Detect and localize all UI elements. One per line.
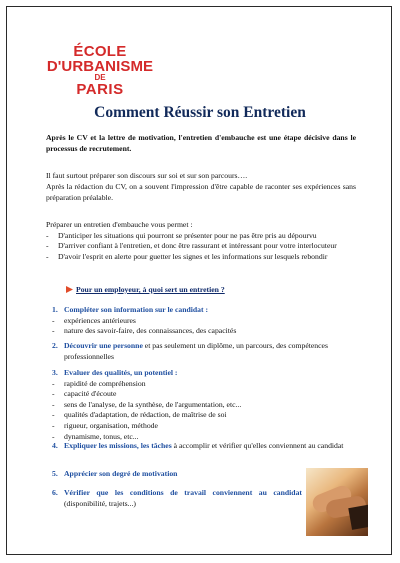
section-heading: Découvrir une personne	[64, 341, 143, 350]
list-item-text: dynamisme, tonus, etc...	[64, 431, 139, 441]
list-item: - rapidité de compréhension	[52, 379, 356, 390]
section-text: (disponibilité, trajets...)	[64, 498, 136, 508]
list-item: - rigueur, organisation, méthode	[52, 421, 356, 432]
section-number: 1.	[52, 305, 58, 314]
question-heading	[66, 285, 225, 294]
section-text: à accomplir et vérifier qu'elles conviennent au candidat	[171, 441, 344, 450]
list-item: - capacité d'écoute	[52, 389, 356, 400]
section-number: 3.	[52, 368, 58, 377]
section-number: 5.	[52, 469, 58, 478]
arrow-bullet-icon	[66, 286, 73, 293]
list-item: - sens de l'analyse, de la synthèse, de l'argumentation, etc...	[52, 400, 356, 411]
section-number: 6.	[52, 488, 58, 497]
section-6	[52, 488, 302, 509]
list-item-text: expériences antérieures	[64, 315, 136, 325]
paragraph-1: Il faut surtout préparer son discours sur soi et sur son parcours….	[46, 171, 248, 180]
prep-intro: Préparer un entretien d'embauche vous permet :	[46, 220, 193, 229]
prep-section	[46, 220, 356, 262]
handshake-photo	[306, 468, 368, 536]
paragraph-2: Après la rédaction du CV, on a souvent l'impression d'être capable de raconter ses expériences sans préparation préalable.	[46, 182, 356, 202]
question-text: Pour un employeur, à quoi sert un entretien ?	[76, 285, 225, 294]
list-item: - D'avoir l'esprit en alerte pour guetter les signes et les informations sur lesquels rebondir	[46, 252, 356, 263]
section-heading: Evaluer des qualités, un potentiel :	[64, 368, 178, 377]
section-heading: Compléter son information sur le candidat :	[64, 305, 209, 314]
section-2	[52, 341, 356, 362]
section-1	[52, 305, 356, 337]
logo-line-1: ÉCOLE	[73, 43, 127, 60]
list-item-text: D'arriver confiant à l'entretien, et donc être rassurant et intéressant pour votre interlocuteur	[58, 241, 337, 251]
logo-line-2: D'URBANISME	[46, 58, 154, 75]
section-heading: Vérifier que les conditions de travail conviennent au candidat	[64, 488, 302, 497]
section-3	[52, 368, 356, 442]
logo-line-3: DE	[94, 73, 106, 82]
list-item-text: rapidité de compréhension	[64, 378, 146, 388]
list-item-text: qualités d'adaptation, de rédaction, de maîtrise de soi	[64, 410, 227, 420]
section-text: et pas seulement un diplôme, un parcours, des compétences professionnelles	[64, 341, 328, 361]
list-item: - expériences antérieures	[52, 316, 356, 327]
list-item-text: sens de l'analyse, de la synthèse, de l'argumentation, etc...	[64, 399, 242, 409]
intro-paragraph: Après le CV et la lettre de motivation, l'entretien d'embauche est une étape décisive dans le processus de recrutement.	[46, 133, 356, 153]
section-heading: Apprécier son degré de motivation	[64, 469, 178, 478]
section-number: 4.	[52, 441, 58, 450]
section-heading: Expliquer les missions, les tâches	[64, 441, 172, 450]
logo-line-4: PARIS	[76, 81, 124, 98]
section-4	[52, 441, 356, 452]
list-item-text: nature des savoir-faire, des connaissances, des capacités	[64, 326, 237, 336]
school-logo	[45, 44, 155, 97]
list-item-text: D'avoir l'esprit en alerte pour guetter les signes et les informations sur lesquels rebondir	[58, 251, 328, 261]
list-item: - D'arriver confiant à l'entretien, et donc être rassurant et intéressant pour votre interlocuteur	[46, 241, 356, 252]
list-item: - qualités d'adaptation, de rédaction, de maîtrise de soi	[52, 410, 356, 421]
list-item: - nature des savoir-faire, des connaissances, des capacités	[52, 326, 356, 337]
section-number: 2.	[52, 341, 58, 350]
page-title: Comment Réussir son Entretien	[94, 104, 306, 121]
list-item-text: capacité d'écoute	[64, 389, 117, 399]
list-item: - dynamisme, tonus, etc...	[52, 432, 356, 443]
list-item-text: D'anticiper les situations qui pourront se présenter pour ne pas être pris au dépourvu	[58, 230, 317, 240]
list-item: - D'anticiper les situations qui pourront se présenter pour ne pas être pris au dépourvu	[46, 231, 356, 242]
list-item-text: rigueur, organisation, méthode	[64, 420, 158, 430]
